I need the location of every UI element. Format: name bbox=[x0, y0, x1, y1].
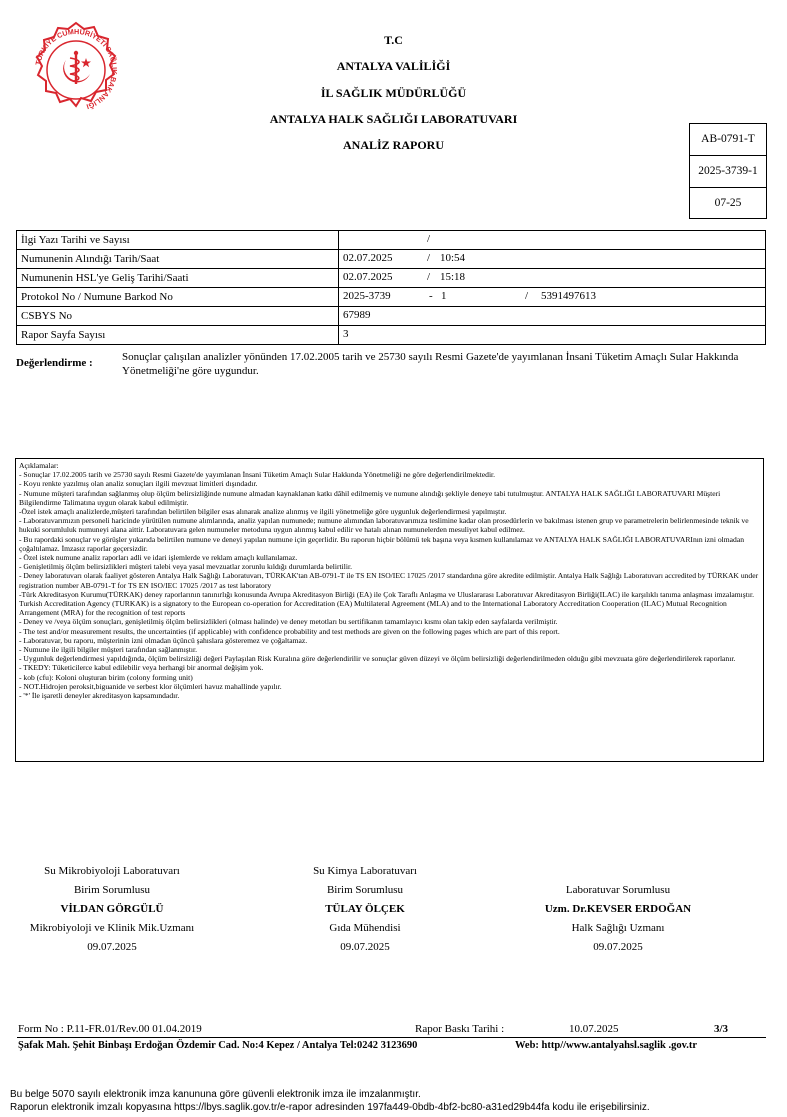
info-row bbox=[17, 307, 766, 326]
info-value-secondary: 1 bbox=[441, 290, 447, 302]
info-separator: / bbox=[427, 252, 431, 264]
esign-verification: Raporun elektronik imzalı kopyasına https://lbys.saglik.gov.tr/e-rapor adresinden 197fa449-0bdb-4bf2-bc80-a31ed29b44fa kodu ile erişebilirsiniz. bbox=[10, 1102, 650, 1113]
sample-info-table bbox=[16, 230, 766, 345]
info-label: Numunenin HSL'ye Geliş Tarihi/Saati bbox=[17, 269, 339, 288]
info-value-primary: 3 bbox=[343, 328, 349, 340]
signature-block-chemistry bbox=[250, 862, 480, 957]
report-period: 07-25 bbox=[714, 197, 742, 209]
explanation-line: - Bu rapordaki sonuçlar ve görüşler yukarıda belirtilen numune ve deneyi yapılan numune için geçerlidir. Bu raporun hiçbir bölümü tek başına veya kısmen kullanılamaz ve ANTALYA HALK SAĞLIĞI LABORATUVARInın izni olmadan çoğaltılamaz. İmzasız raporlar geçersizdir. bbox=[19, 534, 744, 553]
explanation-line: -Özel istek amaçlı analizlerde,müşteri tarafından belirtilen bilgiler esas alınarak analize alınmış ve ilgili yönetmeliğe göre uygunluk değerlendirmesi yapılmıştır. bbox=[19, 507, 507, 517]
explanation-line: - Genişletilmiş ölçüm belirsizlikleri müşteri talebi veya yasal mevzuatlar zorunlu kıldığı durumlarda belirtilir. bbox=[19, 562, 352, 572]
info-value bbox=[339, 231, 766, 250]
explanation-line: - Laboratuvarımızın personeli haricinde yürütülen numune alımlarında, analiz yapılan numunede; numune alımından laboratuvarımıza teslimine kadar olan prosedürlerin ve bakılması istenen grup ve parametrelerin belirlenmesinde teknik ve hukuki sorumluluk numuneyi alana aittir. Laboratuvara gelen numuneler metoduna uygun alınmış kabul edilir ve hatalı alınan numunelerden mesuliyet kabul edilmez. bbox=[19, 516, 749, 535]
info-value bbox=[339, 250, 766, 269]
signature-role: Birim Sorumlusu bbox=[73, 884, 151, 896]
header-tc: T.C bbox=[384, 33, 403, 47]
signature-unit: Su Mikrobiyoloji Laboratuvarı bbox=[44, 865, 180, 877]
signature-name: VİLDAN GÖRGÜLÜ bbox=[60, 903, 164, 915]
signature-role: Birim Sorumlusu bbox=[326, 884, 404, 896]
signature-title: Mikrobiyoloji ve Klinik Mik.Uzmanı bbox=[29, 922, 195, 934]
explanation-line: - NOT.Hidrojen peroksit,biguanide ve serbest klor ölçümleri havuz mahallinde yapılır. bbox=[19, 681, 282, 691]
info-value-primary: 02.07.2025 bbox=[343, 252, 393, 264]
explanation-line: - kob (cfu): Koloni oluşturan birim (colony forming unit) bbox=[19, 672, 193, 682]
evaluation-label: Değerlendirme : bbox=[16, 357, 93, 369]
report-code-box bbox=[689, 123, 767, 219]
esign-notice: Bu belge 5070 sayılı elektronik imza kanununa göre güvenli elektronik imza ile imzalanmıştır. bbox=[10, 1089, 421, 1100]
explanation-line: - Deney laboratuvarı olarak faaliyet gösteren Antalya Halk Sağlığı Laboratuvarı, TÜRKAK'tan AB-0791-T ile TS EN ISO/IEC 17025 /2017 standardına göre akredite edilmiştir. Antalya Halk Sağlığı Laboratuvarı accredited by TÜRKAK under registration number AB-0791-T for TS EN ISO/IEC 17025 /2017 as test laboratory bbox=[19, 571, 759, 590]
header-governorship: ANTALYA VALİLİĞİ bbox=[336, 59, 451, 73]
info-value-secondary: 15:18 bbox=[440, 271, 466, 283]
accreditation-code: AB-0791-T bbox=[690, 124, 766, 156]
info-value bbox=[339, 307, 766, 326]
signature-name: Uzm. Dr.KEVSER ERDOĞAN bbox=[544, 903, 692, 915]
info-label: Numunenin Alındığı Tarih/Saat bbox=[17, 250, 339, 269]
signature-name: TÜLAY ÖLÇEK bbox=[325, 903, 405, 915]
signature-block-microbiology bbox=[0, 862, 227, 957]
explanation-line: -Türk Akreditasyon Kurumu(TÜRKAK) deney raporlarının tanınırlığı konusunda Avrupa Akreditasyon Birliği (EA) ile Çok Taraflı Anlaşma ve Uluslararası Laboratuvar Akreditasyon Birliği(ILAC) ile karşılıklı tanıma anlaşması imzalamıştır. Turkish Accreditation Agency (TURKAK) is a signatory to the European co-operation for Accreditation (EA) Multilateral Agreement (MLA) and to the International Laboratory Accreditation Cooperation (ILAC) Mutual Recognition Arrangement (MRA) for the recognition of test reports bbox=[19, 589, 754, 618]
report-number: 2025-3739-1 bbox=[690, 156, 766, 188]
lab-address: Şafak Mah. Şehit Binbaşı Erdoğan Özdemir Cad. No:4 Kepez / Antalya Tel:0242 3123690 bbox=[18, 1040, 418, 1051]
explanation-line: - Numune ile ilgili bilgiler müşteri tarafından sağlanmıştır. bbox=[19, 645, 197, 655]
signature-date: 09.07.2025 bbox=[87, 941, 137, 953]
explanations-box bbox=[15, 458, 764, 762]
explanation-line: - The test and/or measurement results, the uncertainties (if applicable) with confidence probability and test methods are given on the following pages which are part of this report. bbox=[19, 626, 560, 636]
page-number: 3/3 bbox=[714, 1023, 729, 1035]
info-row bbox=[17, 326, 766, 345]
info-row bbox=[17, 269, 766, 288]
info-label: Protokol No / Numune Barkod No bbox=[17, 288, 339, 307]
info-row bbox=[17, 231, 766, 250]
info-separator: - bbox=[429, 290, 433, 302]
footer-divider bbox=[17, 1037, 766, 1038]
signature-block-lab-head bbox=[503, 881, 733, 957]
info-value-primary: 67989 bbox=[343, 309, 371, 321]
info-label: İlgi Yazı Tarihi ve Sayısı bbox=[17, 231, 339, 250]
explanations-title: Açıklamalar: bbox=[19, 461, 59, 470]
explanation-line: - Laboratuvar, bu raporu, müşterinin izni olmadan üçüncü şahıslara gösteremez ve çoğaltamaz. bbox=[19, 635, 308, 645]
explanation-line: - Uygunluk değerlendirmesi yapıldığında, ölçüm belirsizliği değeri Paylaşılan Risk Kuralına göre değerlendirilir ve sonuçlar güven düzeyi ve ölçüm belirsizliği değerlendirilmeden olduğu gibi mevzuata göre değerlendirilerek raporlanır. bbox=[19, 654, 736, 664]
info-separator: / bbox=[427, 233, 431, 245]
info-separator: / bbox=[525, 290, 529, 302]
info-row bbox=[17, 250, 766, 269]
explanation-line: - Koyu renkte yazılmış olan analiz sonuçları ilgili mevzuat limitleri dışındadır. bbox=[19, 479, 258, 489]
explanation-line: - Özel istek numune analiz raporları adli ve idari işlemlerde ve reklam amaçlı kullanılamaz. bbox=[19, 553, 298, 563]
signature-role: Laboratuvar Sorumlusu bbox=[565, 884, 671, 896]
info-value bbox=[339, 326, 766, 345]
info-separator: / bbox=[427, 271, 431, 283]
signature-unit: Su Kimya Laboratuvarı bbox=[313, 865, 417, 877]
signature-date: 09.07.2025 bbox=[593, 941, 643, 953]
info-label: CSBYS No bbox=[17, 307, 339, 326]
explanation-line: - Numune müşteri tarafından sağlanmış olup ölçüm belirsizliğinde numune almadan kaynaklanan katkı dâhil edilmemiş ve numune alındığı şekliyle deneye tabi tutulmuştur. ANTALYA HALK SAĞLIĞI LABORATUVARI Müşteri Bilgilendirme Talimatına uygun olarak kabul edilmiştir. bbox=[19, 488, 721, 507]
print-date: 10.07.2025 bbox=[569, 1023, 619, 1035]
info-value bbox=[339, 288, 766, 307]
info-label: Rapor Sayfa Sayısı bbox=[17, 326, 339, 345]
print-date-label: Rapor Baskı Tarihi : bbox=[415, 1023, 505, 1035]
logo-ring-text: TÜRKİYE CUMHURİYETİ SAĞLIK BAKANLIĞI bbox=[33, 26, 120, 112]
page-title: ANALİZ RAPORU bbox=[342, 138, 444, 152]
explanation-line: - TKEDY: Tüketicilerce kabul edilebilir veya herhangi bir anormal değişim yok. bbox=[19, 663, 264, 673]
form-number: Form No : P.11-FR.01/Rev.00 01.04.2019 bbox=[18, 1023, 202, 1035]
signature-title: Gıda Mühendisi bbox=[329, 922, 401, 934]
explanation-line: - Sonuçlar 17.02.2005 tarih ve 25730 sayılı Resmi Gazete'de yayımlanan İnsani Tüketim Amaçlı Sular Hakkında Yönetmeliği ne göre değerlendirilmektedir. bbox=[19, 470, 496, 480]
signature-date: 09.07.2025 bbox=[340, 941, 390, 953]
lab-website: Web: http//www.antalyahsl.saglik .gov.tr bbox=[515, 1040, 698, 1051]
info-value bbox=[339, 269, 766, 288]
evaluation-text: Sonuçlar çalışılan analizler yönünden 17.02.2005 tarih ve 25730 sayılı Resmi Gazete'de yayımlanan İnsani Tüketim Amaçlı Sular Hakkında Yönetmeliği'ne göre uygundur. bbox=[122, 351, 739, 377]
info-value-tertiary: 5391497613 bbox=[541, 290, 596, 302]
info-value-primary: 02.07.2025 bbox=[343, 271, 393, 283]
info-value-primary: 2025-3739 bbox=[343, 290, 391, 302]
info-row bbox=[17, 288, 766, 307]
explanation-line: - Deney ve /veya ölçüm sonuçları, genişletilmiş ölçüm belirsizlikleri (olması halinde) ve deney metotları bu sertifikanın tamamlayıcı kısmı olan takip eden sayfalarda verilmiştir. bbox=[19, 617, 558, 627]
info-value-secondary: 10:54 bbox=[440, 252, 466, 264]
header-laboratory: ANTALYA HALK SAĞLIĞI LABORATUVARI bbox=[269, 112, 518, 126]
header-directorate: İL SAĞLIK MÜDÜRLÜĞÜ bbox=[320, 86, 467, 100]
explanation-line: - '*' İle işaretli deneyler akreditasyon kapsamındadır. bbox=[19, 691, 180, 701]
signature-title: Halk Sağlığı Uzmanı bbox=[571, 922, 665, 934]
